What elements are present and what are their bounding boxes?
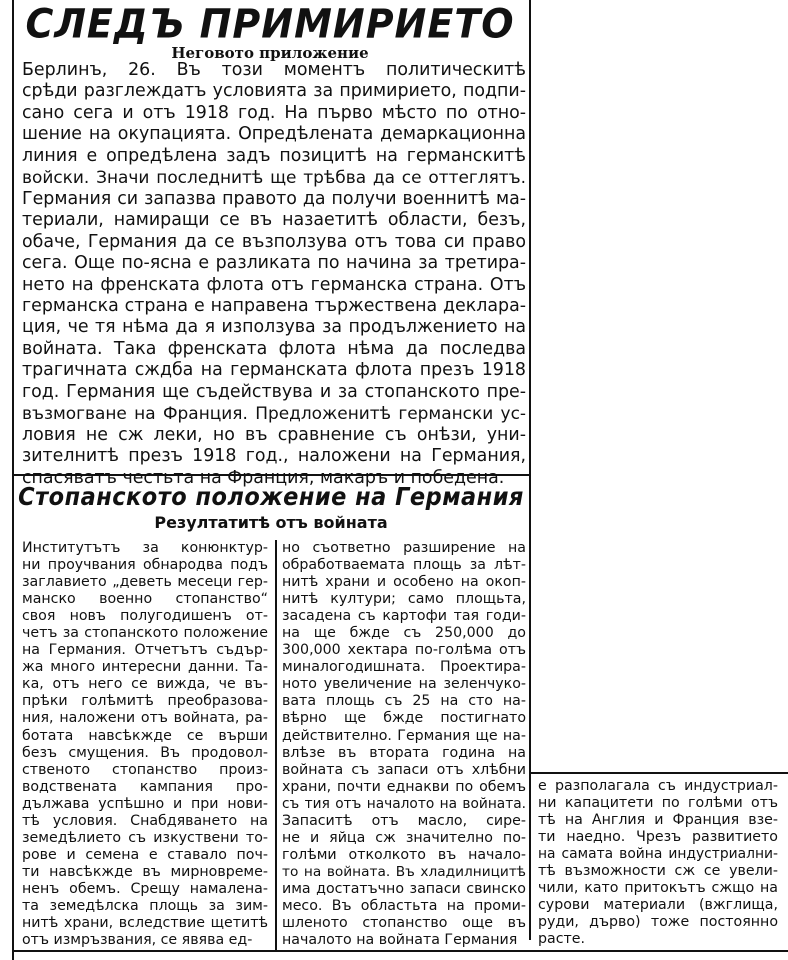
- text-line: срѣди разглеждатъ условията за примирието, подпи-: [22, 81, 526, 102]
- text-line: нитѣ храни, вследствие щетитѣ: [22, 915, 268, 932]
- article2-column-1: [22, 540, 268, 949]
- text-line: миналогодишната. Проектира-: [282, 659, 526, 676]
- text-line: Берлинъ, 26. Въ този моментъ политическитѣ: [22, 60, 526, 80]
- column-rule-middle: [275, 540, 277, 950]
- text-line: началото на войната Германия: [282, 932, 518, 949]
- text-line: заглавието „деветь месеци гер-: [22, 574, 268, 591]
- text-line: войната съ запаси отъ хлѣбни: [282, 761, 526, 778]
- text-line: на самата война индустриални-: [538, 846, 778, 863]
- article2-subhead: Резултатитѣ отъ войната: [154, 513, 388, 532]
- text-line: шение на окупацията. Опредѣлената демаркационна: [22, 124, 526, 145]
- text-line: германска страна е направена тържествена деклара-: [22, 295, 526, 316]
- text-line: ни проучвания обнародва подъ: [22, 557, 268, 574]
- text-line: 300,000 хектара по-голѣма отъ: [282, 642, 526, 659]
- text-line: нитѣ култури; само площьта,: [282, 591, 526, 608]
- text-line: но съответно разширение на: [282, 540, 526, 556]
- article2-headline: Стопанското положение на Германия: [18, 482, 524, 511]
- text-line: обработваемата площь за лѣт-: [282, 557, 526, 574]
- text-line: съ тия отъ началото на войната.: [282, 795, 526, 812]
- text-line: дължава успѣшно и при нови-: [22, 795, 268, 812]
- text-line: ното увеличение на зеленчуко-: [282, 676, 526, 693]
- text-line: на Германия. Отчетътъ съдър-: [22, 642, 268, 659]
- text-line: то на войната. Въ хладилницитѣ: [282, 863, 526, 880]
- text-line: зителнитѣ презъ 1918 год., наложени на Германия,: [22, 446, 526, 467]
- text-line: вѣрно ще бжде постигнато: [282, 710, 526, 727]
- text-line: ботата навсѣкжде се върши: [22, 727, 268, 744]
- text-line: има достатъчно запаси свинско: [282, 880, 526, 897]
- text-line: нето на френската флота отъ германска страна. Отъ: [22, 274, 526, 295]
- text-line: ти навсѣкжде въ мирновреме-: [22, 863, 268, 880]
- text-line: Германия си запазва правото да получи военнитѣ ма-: [22, 188, 526, 209]
- article1-body: [22, 60, 526, 489]
- text-line: спасяватъ честьта на Франция, макаръ и победена.: [22, 467, 505, 488]
- text-line: та земедѣлска площь за зим-: [22, 897, 268, 914]
- text-line: ловия не сж леки, но въ сравнение съ онѣзи, уни-: [22, 424, 526, 445]
- text-line: тѣ възможности сж се увели-: [538, 863, 778, 880]
- text-line: жа много интересни данни. Та-: [22, 659, 268, 676]
- text-line: сано сега и отъ 1918 год. На първо мѣсто по отно-: [22, 102, 526, 123]
- text-line: ненъ обемъ. Срещу намалена-: [22, 880, 268, 897]
- text-line: Запаситѣ отъ масло, сире-: [282, 812, 526, 829]
- text-line: ния, наложени отъ войната, ра-: [22, 710, 268, 727]
- text-line: трагичната сждба на германската флота презъ 1918: [22, 360, 526, 381]
- text-line: ственото стопанство произ-: [22, 761, 268, 778]
- text-line: възмогване на Франция. Предложенитѣ германски ус-: [22, 403, 526, 424]
- text-line: териали, намиращи се въ назаетитѣ области, безъ,: [22, 210, 526, 231]
- text-line: храни, почти еднакви по обемъ: [282, 778, 526, 795]
- text-line: своя новъ полугодишенъ от-: [22, 608, 268, 625]
- text-line: чили, като притокътъ сжщо на: [538, 880, 778, 897]
- column-rule-right: [529, 0, 531, 940]
- text-line: е разполагала съ индустриал-: [538, 778, 778, 794]
- text-line: шленото стопанство още въ: [282, 915, 526, 932]
- text-line: отъ измръзвания, се явява ед-: [22, 932, 253, 949]
- text-line: месо. Въ областьта на проми-: [282, 897, 526, 914]
- text-line: обаче, Германия да се възползува отъ това си право: [22, 231, 526, 252]
- text-line: не и яйца сж значително по-: [282, 829, 526, 846]
- text-line: тѣ на Англия и Франция взе-: [538, 812, 778, 829]
- text-line: рове и семена е ставало поч-: [22, 846, 268, 863]
- text-line: линия е опредѣлена задъ позицитѣ на германскитѣ: [22, 145, 526, 166]
- text-line: безъ смущения. Въ продовол-: [22, 744, 268, 761]
- text-line: руди, дърво) тоже постоянно: [538, 914, 778, 931]
- text-line: сурови материали (вжглища,: [538, 897, 778, 914]
- text-line: четъ за стопанското положение: [22, 625, 268, 642]
- article2-column-2: [282, 540, 526, 949]
- text-line: манско военно стопанство“: [22, 591, 268, 608]
- column3-top-rule: [531, 772, 788, 774]
- text-line: на ще бжде съ 250,000 до: [282, 625, 526, 642]
- text-line: ни капацитети по голѣми отъ: [538, 795, 778, 812]
- text-line: ка, отъ него се вижда, че въ-: [22, 676, 268, 693]
- text-line: вата площь съ 25 на сто на-: [282, 693, 526, 710]
- text-line: нитѣ храни и особено на окоп-: [282, 574, 526, 591]
- article1-headline: СЛЕДЪ ПРИМИРИЕТО: [25, 0, 515, 48]
- text-line: влѣзе въ втората година на: [282, 744, 526, 761]
- text-line: голѣми отколкото въ начало-: [282, 846, 526, 863]
- text-line: сега. Още по-ясна е разликата по начина за третира-: [22, 253, 526, 274]
- bottom-rule: [12, 950, 788, 952]
- text-line: войски. Значи последнитѣ ще трѣбва да се оттеглятъ.: [22, 167, 526, 188]
- text-line: войната. Така френската флота нѣма да последва: [22, 338, 526, 359]
- text-line: водствената кампания про-: [22, 778, 268, 795]
- text-line: ция, че тя нѣма да я използува за продължението на: [22, 317, 526, 338]
- text-line: Институтътъ за конюнктур-: [22, 540, 268, 556]
- text-line: ти наедно. Чрезъ развитието: [538, 829, 778, 846]
- text-line: тѣ условия. Снабдяването на: [22, 812, 268, 829]
- text-line: расте.: [538, 931, 586, 948]
- text-line: действително. Германия ще на-: [282, 727, 526, 744]
- article2-column-3: [538, 778, 778, 948]
- article1-subhead: Неговото приложение: [171, 44, 369, 62]
- text-line: земедѣлието съ изкуствени то-: [22, 829, 268, 846]
- text-line: прѣки голѣмитѣ преобразова-: [22, 693, 268, 710]
- text-line: засадена съ картофи тая годи-: [282, 608, 526, 625]
- text-line: год. Германия ще съдействува и за стопанското пре-: [22, 381, 526, 402]
